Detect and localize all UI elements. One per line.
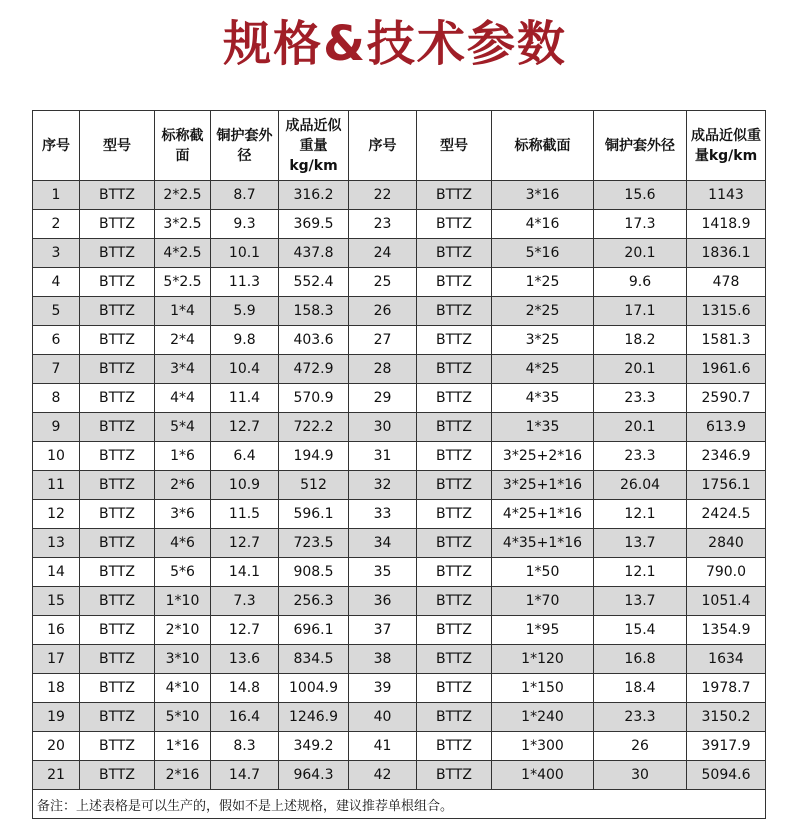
cell-index: 26 [349, 297, 417, 326]
table-row [33, 326, 766, 355]
cell-model: BTTZ [417, 442, 492, 471]
col-header-sheath-diameter: 铜护套外径 [594, 111, 687, 181]
cell-weight: 2590.7 [687, 384, 766, 413]
cell-index: 31 [349, 442, 417, 471]
cell-model: BTTZ [80, 674, 155, 703]
cell-weight: 316.2 [279, 181, 349, 210]
page-title: 规格&技术参数 [223, 16, 567, 72]
col-header-index: 序号 [33, 111, 80, 181]
table-header [33, 111, 766, 181]
cell-model: BTTZ [417, 268, 492, 297]
cell-index: 1 [33, 181, 80, 210]
cell-sheath-diameter: 9.6 [594, 268, 687, 297]
cell-sheath-diameter: 12.7 [211, 616, 279, 645]
cell-weight: 369.5 [279, 210, 349, 239]
cell-index: 27 [349, 326, 417, 355]
cell-model: BTTZ [80, 413, 155, 442]
cell-cross-section: 4*6 [155, 529, 211, 558]
cell-cross-section: 3*4 [155, 355, 211, 384]
cell-cross-section: 1*300 [492, 732, 594, 761]
cell-sheath-diameter: 12.1 [594, 558, 687, 587]
cell-cross-section: 5*4 [155, 413, 211, 442]
cell-sheath-diameter: 14.7 [211, 761, 279, 790]
cell-model: BTTZ [417, 181, 492, 210]
cell-sheath-diameter: 10.4 [211, 355, 279, 384]
cell-index: 23 [349, 210, 417, 239]
cell-sheath-diameter: 23.3 [594, 384, 687, 413]
cell-model: BTTZ [80, 761, 155, 790]
cell-weight: 2424.5 [687, 500, 766, 529]
cell-index: 41 [349, 732, 417, 761]
cell-weight: 1246.9 [279, 703, 349, 732]
cell-model: BTTZ [417, 674, 492, 703]
cell-cross-section: 4*10 [155, 674, 211, 703]
cell-index: 21 [33, 761, 80, 790]
cell-weight: 552.4 [279, 268, 349, 297]
note-row [33, 790, 766, 819]
cell-model: BTTZ [417, 355, 492, 384]
cell-model: BTTZ [80, 442, 155, 471]
cell-index: 11 [33, 471, 80, 500]
table-row [33, 413, 766, 442]
cell-weight: 1961.6 [687, 355, 766, 384]
cell-index: 42 [349, 761, 417, 790]
cell-model: BTTZ [80, 732, 155, 761]
cell-weight: 722.2 [279, 413, 349, 442]
table-footer [33, 790, 766, 819]
cell-index: 20 [33, 732, 80, 761]
cell-model: BTTZ [80, 384, 155, 413]
cell-cross-section: 2*25 [492, 297, 594, 326]
cell-weight: 1581.3 [687, 326, 766, 355]
cell-model: BTTZ [417, 732, 492, 761]
cell-model: BTTZ [417, 616, 492, 645]
cell-index: 32 [349, 471, 417, 500]
cell-sheath-diameter: 30 [594, 761, 687, 790]
cell-cross-section: 2*2.5 [155, 181, 211, 210]
cell-cross-section: 1*6 [155, 442, 211, 471]
cell-weight: 2840 [687, 529, 766, 558]
cell-model: BTTZ [80, 471, 155, 500]
cell-index: 2 [33, 210, 80, 239]
cell-sheath-diameter: 9.8 [211, 326, 279, 355]
col-header-weight: 成品近似重量kg/km [687, 111, 766, 181]
cell-sheath-diameter: 12.7 [211, 529, 279, 558]
table-row [33, 587, 766, 616]
cell-model: BTTZ [417, 558, 492, 587]
cell-index: 22 [349, 181, 417, 210]
cell-model: BTTZ [80, 529, 155, 558]
table-row [33, 703, 766, 732]
cell-weight: 512 [279, 471, 349, 500]
cell-weight: 1978.7 [687, 674, 766, 703]
cell-weight: 1354.9 [687, 616, 766, 645]
cell-model: BTTZ [417, 326, 492, 355]
cell-cross-section: 4*16 [492, 210, 594, 239]
cell-cross-section: 1*4 [155, 297, 211, 326]
cell-cross-section: 4*4 [155, 384, 211, 413]
cell-model: BTTZ [417, 645, 492, 674]
col-header-sheath-diameter: 铜护套外径 [211, 111, 279, 181]
cell-model: BTTZ [417, 761, 492, 790]
cell-cross-section: 4*35+1*16 [492, 529, 594, 558]
cell-weight: 256.3 [279, 587, 349, 616]
cell-weight: 194.9 [279, 442, 349, 471]
cell-cross-section: 1*240 [492, 703, 594, 732]
cell-cross-section: 5*16 [492, 239, 594, 268]
cell-index: 4 [33, 268, 80, 297]
cell-sheath-diameter: 14.8 [211, 674, 279, 703]
cell-cross-section: 3*10 [155, 645, 211, 674]
col-header-index: 序号 [349, 111, 417, 181]
table-row [33, 239, 766, 268]
cell-index: 3 [33, 239, 80, 268]
cell-index: 24 [349, 239, 417, 268]
cell-model: BTTZ [80, 297, 155, 326]
cell-index: 6 [33, 326, 80, 355]
cell-index: 30 [349, 413, 417, 442]
cell-sheath-diameter: 11.5 [211, 500, 279, 529]
cell-index: 25 [349, 268, 417, 297]
cell-weight: 2346.9 [687, 442, 766, 471]
table-row [33, 268, 766, 297]
cell-weight: 1418.9 [687, 210, 766, 239]
cell-cross-section: 3*25 [492, 326, 594, 355]
cell-weight: 908.5 [279, 558, 349, 587]
cell-sheath-diameter: 6.4 [211, 442, 279, 471]
cell-cross-section: 1*70 [492, 587, 594, 616]
cell-model: BTTZ [417, 471, 492, 500]
footnote: 备注：上述表格是可以生产的，假如不是上述规格，建议推荐单根组合。 [33, 790, 766, 819]
cell-index: 29 [349, 384, 417, 413]
cell-model: BTTZ [80, 500, 155, 529]
cell-model: BTTZ [417, 703, 492, 732]
table-row [33, 181, 766, 210]
cell-cross-section: 1*10 [155, 587, 211, 616]
table-row [33, 210, 766, 239]
cell-index: 5 [33, 297, 80, 326]
cell-index: 34 [349, 529, 417, 558]
cell-weight: 1836.1 [687, 239, 766, 268]
col-header-cross-section: 标称截面 [155, 111, 211, 181]
cell-index: 40 [349, 703, 417, 732]
cell-sheath-diameter: 13.6 [211, 645, 279, 674]
cell-model: BTTZ [80, 210, 155, 239]
cell-sheath-diameter: 23.3 [594, 703, 687, 732]
cell-weight: 3150.2 [687, 703, 766, 732]
cell-weight: 964.3 [279, 761, 349, 790]
cell-cross-section: 3*16 [492, 181, 594, 210]
table-row [33, 674, 766, 703]
cell-weight: 1143 [687, 181, 766, 210]
cell-model: BTTZ [80, 181, 155, 210]
cell-model: BTTZ [80, 268, 155, 297]
cell-index: 39 [349, 674, 417, 703]
cell-index: 14 [33, 558, 80, 587]
cell-index: 37 [349, 616, 417, 645]
table-row [33, 645, 766, 674]
cell-model: BTTZ [417, 500, 492, 529]
cell-cross-section: 1*50 [492, 558, 594, 587]
cell-model: BTTZ [80, 558, 155, 587]
cell-sheath-diameter: 15.4 [594, 616, 687, 645]
table-row [33, 297, 766, 326]
cell-sheath-diameter: 20.1 [594, 413, 687, 442]
cell-sheath-diameter: 5.9 [211, 297, 279, 326]
cell-sheath-diameter: 26 [594, 732, 687, 761]
table-row [33, 355, 766, 384]
cell-index: 7 [33, 355, 80, 384]
cell-sheath-diameter: 16.8 [594, 645, 687, 674]
table-row [33, 442, 766, 471]
cell-cross-section: 4*2.5 [155, 239, 211, 268]
col-header-model: 型号 [417, 111, 492, 181]
cell-sheath-diameter: 20.1 [594, 355, 687, 384]
spec-table [32, 110, 766, 819]
cell-index: 38 [349, 645, 417, 674]
cell-weight: 3917.9 [687, 732, 766, 761]
cell-sheath-diameter: 8.7 [211, 181, 279, 210]
cell-weight: 1634 [687, 645, 766, 674]
cell-index: 18 [33, 674, 80, 703]
cell-weight: 158.3 [279, 297, 349, 326]
cell-sheath-diameter: 12.7 [211, 413, 279, 442]
col-header-weight: 成品近似重量kg/km [279, 111, 349, 181]
cell-cross-section: 5*10 [155, 703, 211, 732]
cell-sheath-diameter: 18.4 [594, 674, 687, 703]
cell-model: BTTZ [80, 645, 155, 674]
cell-index: 33 [349, 500, 417, 529]
cell-cross-section: 3*2.5 [155, 210, 211, 239]
cell-model: BTTZ [417, 587, 492, 616]
cell-weight: 613.9 [687, 413, 766, 442]
cell-weight: 723.5 [279, 529, 349, 558]
cell-model: BTTZ [80, 326, 155, 355]
cell-cross-section: 5*6 [155, 558, 211, 587]
cell-cross-section: 4*25 [492, 355, 594, 384]
cell-cross-section: 2*16 [155, 761, 211, 790]
cell-weight: 1315.6 [687, 297, 766, 326]
cell-sheath-diameter: 17.1 [594, 297, 687, 326]
cell-index: 19 [33, 703, 80, 732]
cell-cross-section: 2*4 [155, 326, 211, 355]
cell-weight: 1004.9 [279, 674, 349, 703]
cell-index: 10 [33, 442, 80, 471]
cell-sheath-diameter: 11.3 [211, 268, 279, 297]
cell-cross-section: 5*2.5 [155, 268, 211, 297]
cell-index: 17 [33, 645, 80, 674]
cell-weight: 478 [687, 268, 766, 297]
cell-weight: 1756.1 [687, 471, 766, 500]
cell-cross-section: 4*35 [492, 384, 594, 413]
cell-cross-section: 3*25+1*16 [492, 471, 594, 500]
cell-sheath-diameter: 16.4 [211, 703, 279, 732]
table-row [33, 558, 766, 587]
cell-weight: 472.9 [279, 355, 349, 384]
cell-model: BTTZ [80, 703, 155, 732]
col-header-cross-section: 标称截面 [492, 111, 594, 181]
cell-index: 28 [349, 355, 417, 384]
cell-cross-section: 1*150 [492, 674, 594, 703]
cell-cross-section: 1*120 [492, 645, 594, 674]
cell-weight: 596.1 [279, 500, 349, 529]
cell-index: 8 [33, 384, 80, 413]
cell-model: BTTZ [417, 384, 492, 413]
table-row [33, 529, 766, 558]
cell-weight: 790.0 [687, 558, 766, 587]
table-row [33, 616, 766, 645]
cell-sheath-diameter: 13.7 [594, 529, 687, 558]
cell-sheath-diameter: 26.04 [594, 471, 687, 500]
cell-sheath-diameter: 11.4 [211, 384, 279, 413]
cell-weight: 570.9 [279, 384, 349, 413]
cell-cross-section: 2*10 [155, 616, 211, 645]
cell-index: 35 [349, 558, 417, 587]
cell-model: BTTZ [80, 355, 155, 384]
cell-weight: 437.8 [279, 239, 349, 268]
cell-cross-section: 1*35 [492, 413, 594, 442]
cell-index: 9 [33, 413, 80, 442]
header-row [33, 111, 766, 181]
cell-weight: 349.2 [279, 732, 349, 761]
cell-sheath-diameter: 10.1 [211, 239, 279, 268]
cell-cross-section: 3*6 [155, 500, 211, 529]
cell-sheath-diameter: 15.6 [594, 181, 687, 210]
cell-weight: 403.6 [279, 326, 349, 355]
cell-index: 13 [33, 529, 80, 558]
cell-model: BTTZ [80, 239, 155, 268]
table-body [33, 181, 766, 790]
cell-sheath-diameter: 10.9 [211, 471, 279, 500]
cell-sheath-diameter: 20.1 [594, 239, 687, 268]
cell-cross-section: 1*400 [492, 761, 594, 790]
table-row [33, 471, 766, 500]
cell-sheath-diameter: 17.3 [594, 210, 687, 239]
cell-model: BTTZ [417, 210, 492, 239]
cell-sheath-diameter: 12.1 [594, 500, 687, 529]
cell-model: BTTZ [417, 297, 492, 326]
cell-weight: 1051.4 [687, 587, 766, 616]
cell-cross-section: 1*25 [492, 268, 594, 297]
table-row [33, 761, 766, 790]
cell-cross-section: 1*16 [155, 732, 211, 761]
cell-sheath-diameter: 13.7 [594, 587, 687, 616]
cell-weight: 5094.6 [687, 761, 766, 790]
cell-model: BTTZ [80, 616, 155, 645]
cell-cross-section: 1*95 [492, 616, 594, 645]
cell-sheath-diameter: 9.3 [211, 210, 279, 239]
cell-sheath-diameter: 8.3 [211, 732, 279, 761]
cell-model: BTTZ [417, 413, 492, 442]
cell-model: BTTZ [80, 587, 155, 616]
col-header-model: 型号 [80, 111, 155, 181]
cell-index: 15 [33, 587, 80, 616]
cell-sheath-diameter: 7.3 [211, 587, 279, 616]
cell-index: 12 [33, 500, 80, 529]
cell-index: 16 [33, 616, 80, 645]
cell-sheath-diameter: 18.2 [594, 326, 687, 355]
cell-sheath-diameter: 23.3 [594, 442, 687, 471]
cell-index: 36 [349, 587, 417, 616]
cell-cross-section: 2*6 [155, 471, 211, 500]
cell-cross-section: 3*25+2*16 [492, 442, 594, 471]
cell-cross-section: 4*25+1*16 [492, 500, 594, 529]
cell-model: BTTZ [417, 529, 492, 558]
table-row [33, 500, 766, 529]
cell-weight: 696.1 [279, 616, 349, 645]
cell-weight: 834.5 [279, 645, 349, 674]
cell-sheath-diameter: 14.1 [211, 558, 279, 587]
table-row [33, 384, 766, 413]
table-row [33, 732, 766, 761]
cell-model: BTTZ [417, 239, 492, 268]
